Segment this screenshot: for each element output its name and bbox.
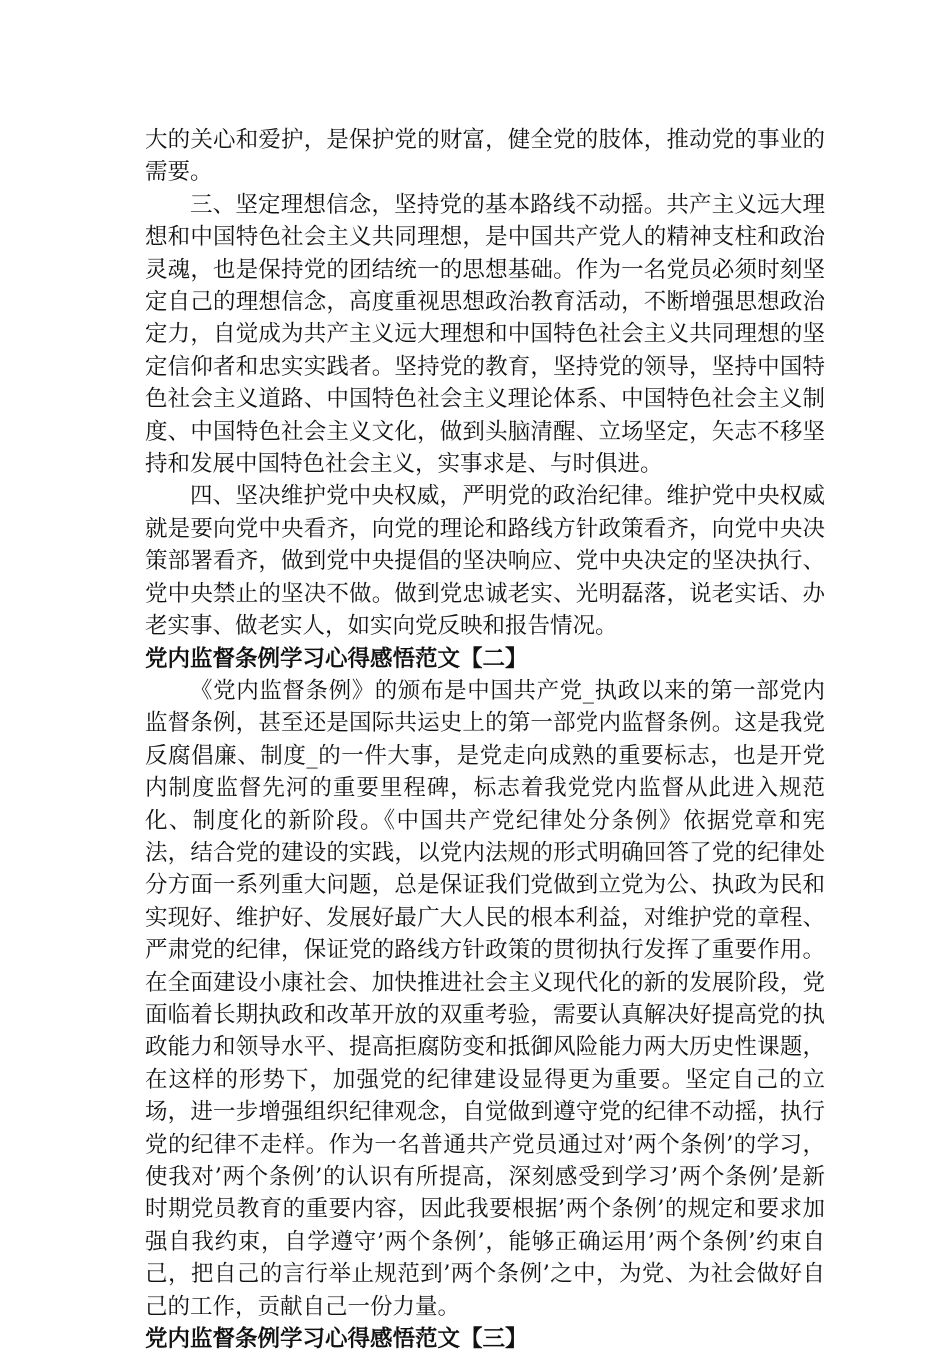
paragraph-continuation: 大的关心和爱护，是保护党的财富，健全党的肢体，推动党的事业的需要。 [145,127,825,186]
paragraph-section-2: 《党内监督条例》的颁布是中国共产党_执政以来的第一部党内监督条例，甚至还是国际共运史上的第一部党内监督条例。这是我党反腐倡廉、制度_的一件大事，是党走向成熟的重要标志，也是开党内制度监督先河的重要里程碑，标志着我党党内监督从此进入规范化、制度化的新阶段。《中国共产党纪律处分条例》依据党章和宪法，结合党的建设的实践，以党内法规的形式明确回答了党的纪律处分方面一系列重大问题，总是保证我们党做到立党为公、执政为民和实现好、维护好、发展好最广大人民的根本利益，对维护党的章程、严肃党的纪律，保证党的路线方针政策的贯彻执行发挥了重要作用。在全面建设小康社会、加快推进社会主义现代化的新的发展阶段，党面临着长期执政和改革开放的双重考验，需要认真解决好提高党的执政能力和领导水平、提高拒腐防变和抵御风险能力两大历史性课题，在这样的形势下，加强党的纪律建设显得更为重要。坚定自己的立场，进一步增强组织纪律观念，自觉做到遵守党的纪律不动摇，执行党的纪律不走样。作为一名普通共产党员通过对’两个条例’的学习，使我对’两个条例’的认识有所提高，深刻感受到学习’两个条例’是新时期党员教育的重要内容，因此我要根据’两个条例’的规定和要求加强自我约束，自学遵守’两个条例’，能够正确运用’两个条例’约束自己，把自己的言行举止规范到’两个条例’之中，为党、为社会做好自己的工作，贡献自己一份力量。 [145,677,825,1320]
paragraph-authority: 四、坚决维护党中央权威，严明党的政治纪律。维护党中央权威就是要向党中央看齐，向党的理论和路线方针政策看齐，向党中央决策部署看齐，做到党中央提倡的坚决响应、党中央决定的坚决执行、党中央禁止的坚决不做。做到党忠诚老实、光明磊落，说老实话、办老实事、做老实人，如实向党反映和报告情况。 [145,483,825,640]
section-heading-2: 党内监督条例学习心得感悟范文【二】 [145,645,528,672]
paragraph-ideals: 三、坚定理想信念，坚持党的基本路线不动摇。共产主义远大理想和中国特色社会主义共同理想，是中国共产党人的精神支柱和政治灵魂，也是保持党的团结统一的思想基础。作为一名党员必须时刻坚定自己的理想信念，高度重视思想政治教育活动，不断增强思想政治定力，自觉成为共产主义远大理想和中国特色社会主义共同理想的坚定信仰者和忠实实践者。坚持党的教育，坚持党的领导，坚持中国特色社会主义道路、中国特色社会主义理论体系、中国特色社会主义制度、中国特色社会主义文化，做到头脑清醒、立场坚定，矢志不移坚持和发展中国特色社会主义，实事求是、与时俱进。 [145,191,825,478]
section-heading-3: 党内监督条例学习心得感悟范文【三】 [145,1326,528,1353]
document-body [145,124,825,1355]
